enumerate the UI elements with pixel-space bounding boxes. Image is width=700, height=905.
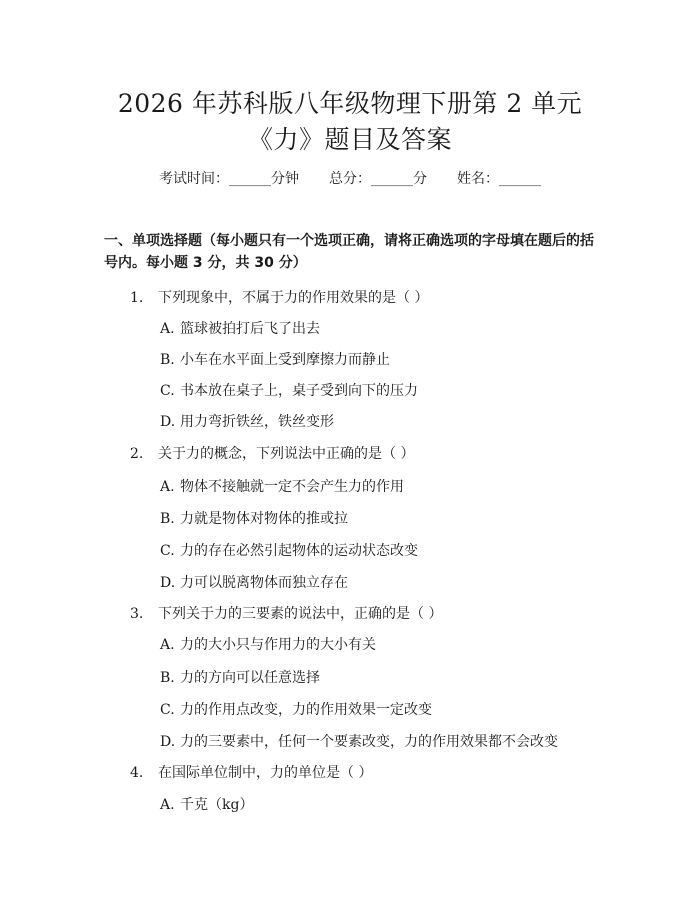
option-letter: D. bbox=[160, 414, 176, 430]
question-2-option-d bbox=[160, 572, 348, 592]
option-text: 书本放在桌子上，桌子受到向下的压力 bbox=[180, 383, 418, 399]
option-letter: B. bbox=[160, 352, 175, 368]
question-text: 下列现象中，不属于力的作用效果的是（ ） bbox=[158, 290, 429, 306]
question-number: 2. bbox=[130, 446, 144, 462]
question-3-option-d bbox=[160, 731, 558, 751]
question-number: 1. bbox=[130, 290, 144, 306]
exam-info bbox=[0, 168, 700, 188]
question-4 bbox=[130, 762, 372, 782]
option-text: 力的三要素中，任何一个要素改变，力的作用效果都不会改变 bbox=[180, 734, 558, 750]
question-number: 4. bbox=[130, 765, 144, 781]
question-1-option-c bbox=[160, 380, 418, 400]
option-letter: D. bbox=[160, 734, 176, 750]
question-2-option-c bbox=[160, 540, 418, 560]
question-1-option-d bbox=[160, 411, 334, 431]
question-text: 关于力的概念，下列说法中正确的是（ ） bbox=[158, 446, 415, 462]
option-letter: C. bbox=[160, 383, 175, 399]
question-4-option-a bbox=[160, 794, 253, 814]
document-title-line1: 2026 年苏科版八年级物理下册第 2 单元 bbox=[117, 89, 583, 118]
question-3-option-a bbox=[160, 634, 376, 654]
question-2-option-a bbox=[160, 476, 404, 496]
question-text: 在国际单位制中，力的单位是（ ） bbox=[158, 765, 373, 781]
question-2 bbox=[130, 443, 414, 463]
option-letter: B. bbox=[160, 511, 175, 527]
option-text: 力的存在必然引起物体的运动状态改变 bbox=[180, 543, 418, 559]
option-text: 力的作用点改变，力的作用效果一定改变 bbox=[180, 702, 432, 718]
option-text: 千克（kg） bbox=[180, 797, 254, 813]
question-3-option-b bbox=[160, 667, 320, 687]
option-letter: C. bbox=[160, 543, 175, 559]
question-1-option-a bbox=[160, 318, 320, 338]
option-text: 力就是物体对物体的推或拉 bbox=[180, 511, 348, 527]
question-3 bbox=[130, 603, 442, 623]
question-1 bbox=[130, 287, 428, 307]
option-letter: A. bbox=[160, 797, 175, 813]
exam-time-field: 考试时间：______分钟 bbox=[159, 171, 299, 187]
option-letter: C. bbox=[160, 702, 175, 718]
question-number: 3. bbox=[130, 606, 144, 622]
option-letter: A. bbox=[160, 637, 175, 653]
exam-name-field: 姓名：______ bbox=[457, 171, 541, 187]
document-title-line2: 《力》题目及答案 bbox=[247, 125, 452, 154]
option-letter: B. bbox=[160, 670, 175, 686]
option-letter: D. bbox=[160, 575, 176, 591]
option-text: 用力弯折铁丝，铁丝变形 bbox=[180, 414, 334, 430]
option-text: 小车在水平面上受到摩擦力而静止 bbox=[180, 352, 390, 368]
option-text: 篮球被拍打后飞了出去 bbox=[180, 321, 320, 337]
option-letter: A. bbox=[160, 479, 175, 495]
option-letter: A. bbox=[160, 321, 175, 337]
section-heading: 一、单项选择题（每小题只有一个选项正确，请将正确选项的字母填在题后的括号内。每小题 3 分，共 30 分） bbox=[104, 233, 594, 271]
option-text: 物体不接触就一定不会产生力的作用 bbox=[180, 479, 404, 495]
option-text: 力的大小只与作用力的大小有关 bbox=[180, 637, 376, 653]
question-text: 下列关于力的三要素的说法中，正确的是（ ） bbox=[158, 606, 443, 622]
option-text: 力的方向可以任意选择 bbox=[180, 670, 320, 686]
exam-score-field: 总分：______分 bbox=[329, 171, 427, 187]
question-2-option-b bbox=[160, 508, 348, 528]
question-3-option-c bbox=[160, 699, 432, 719]
option-text: 力可以脱离物体而独立存在 bbox=[180, 575, 348, 591]
question-1-option-b bbox=[160, 349, 390, 369]
